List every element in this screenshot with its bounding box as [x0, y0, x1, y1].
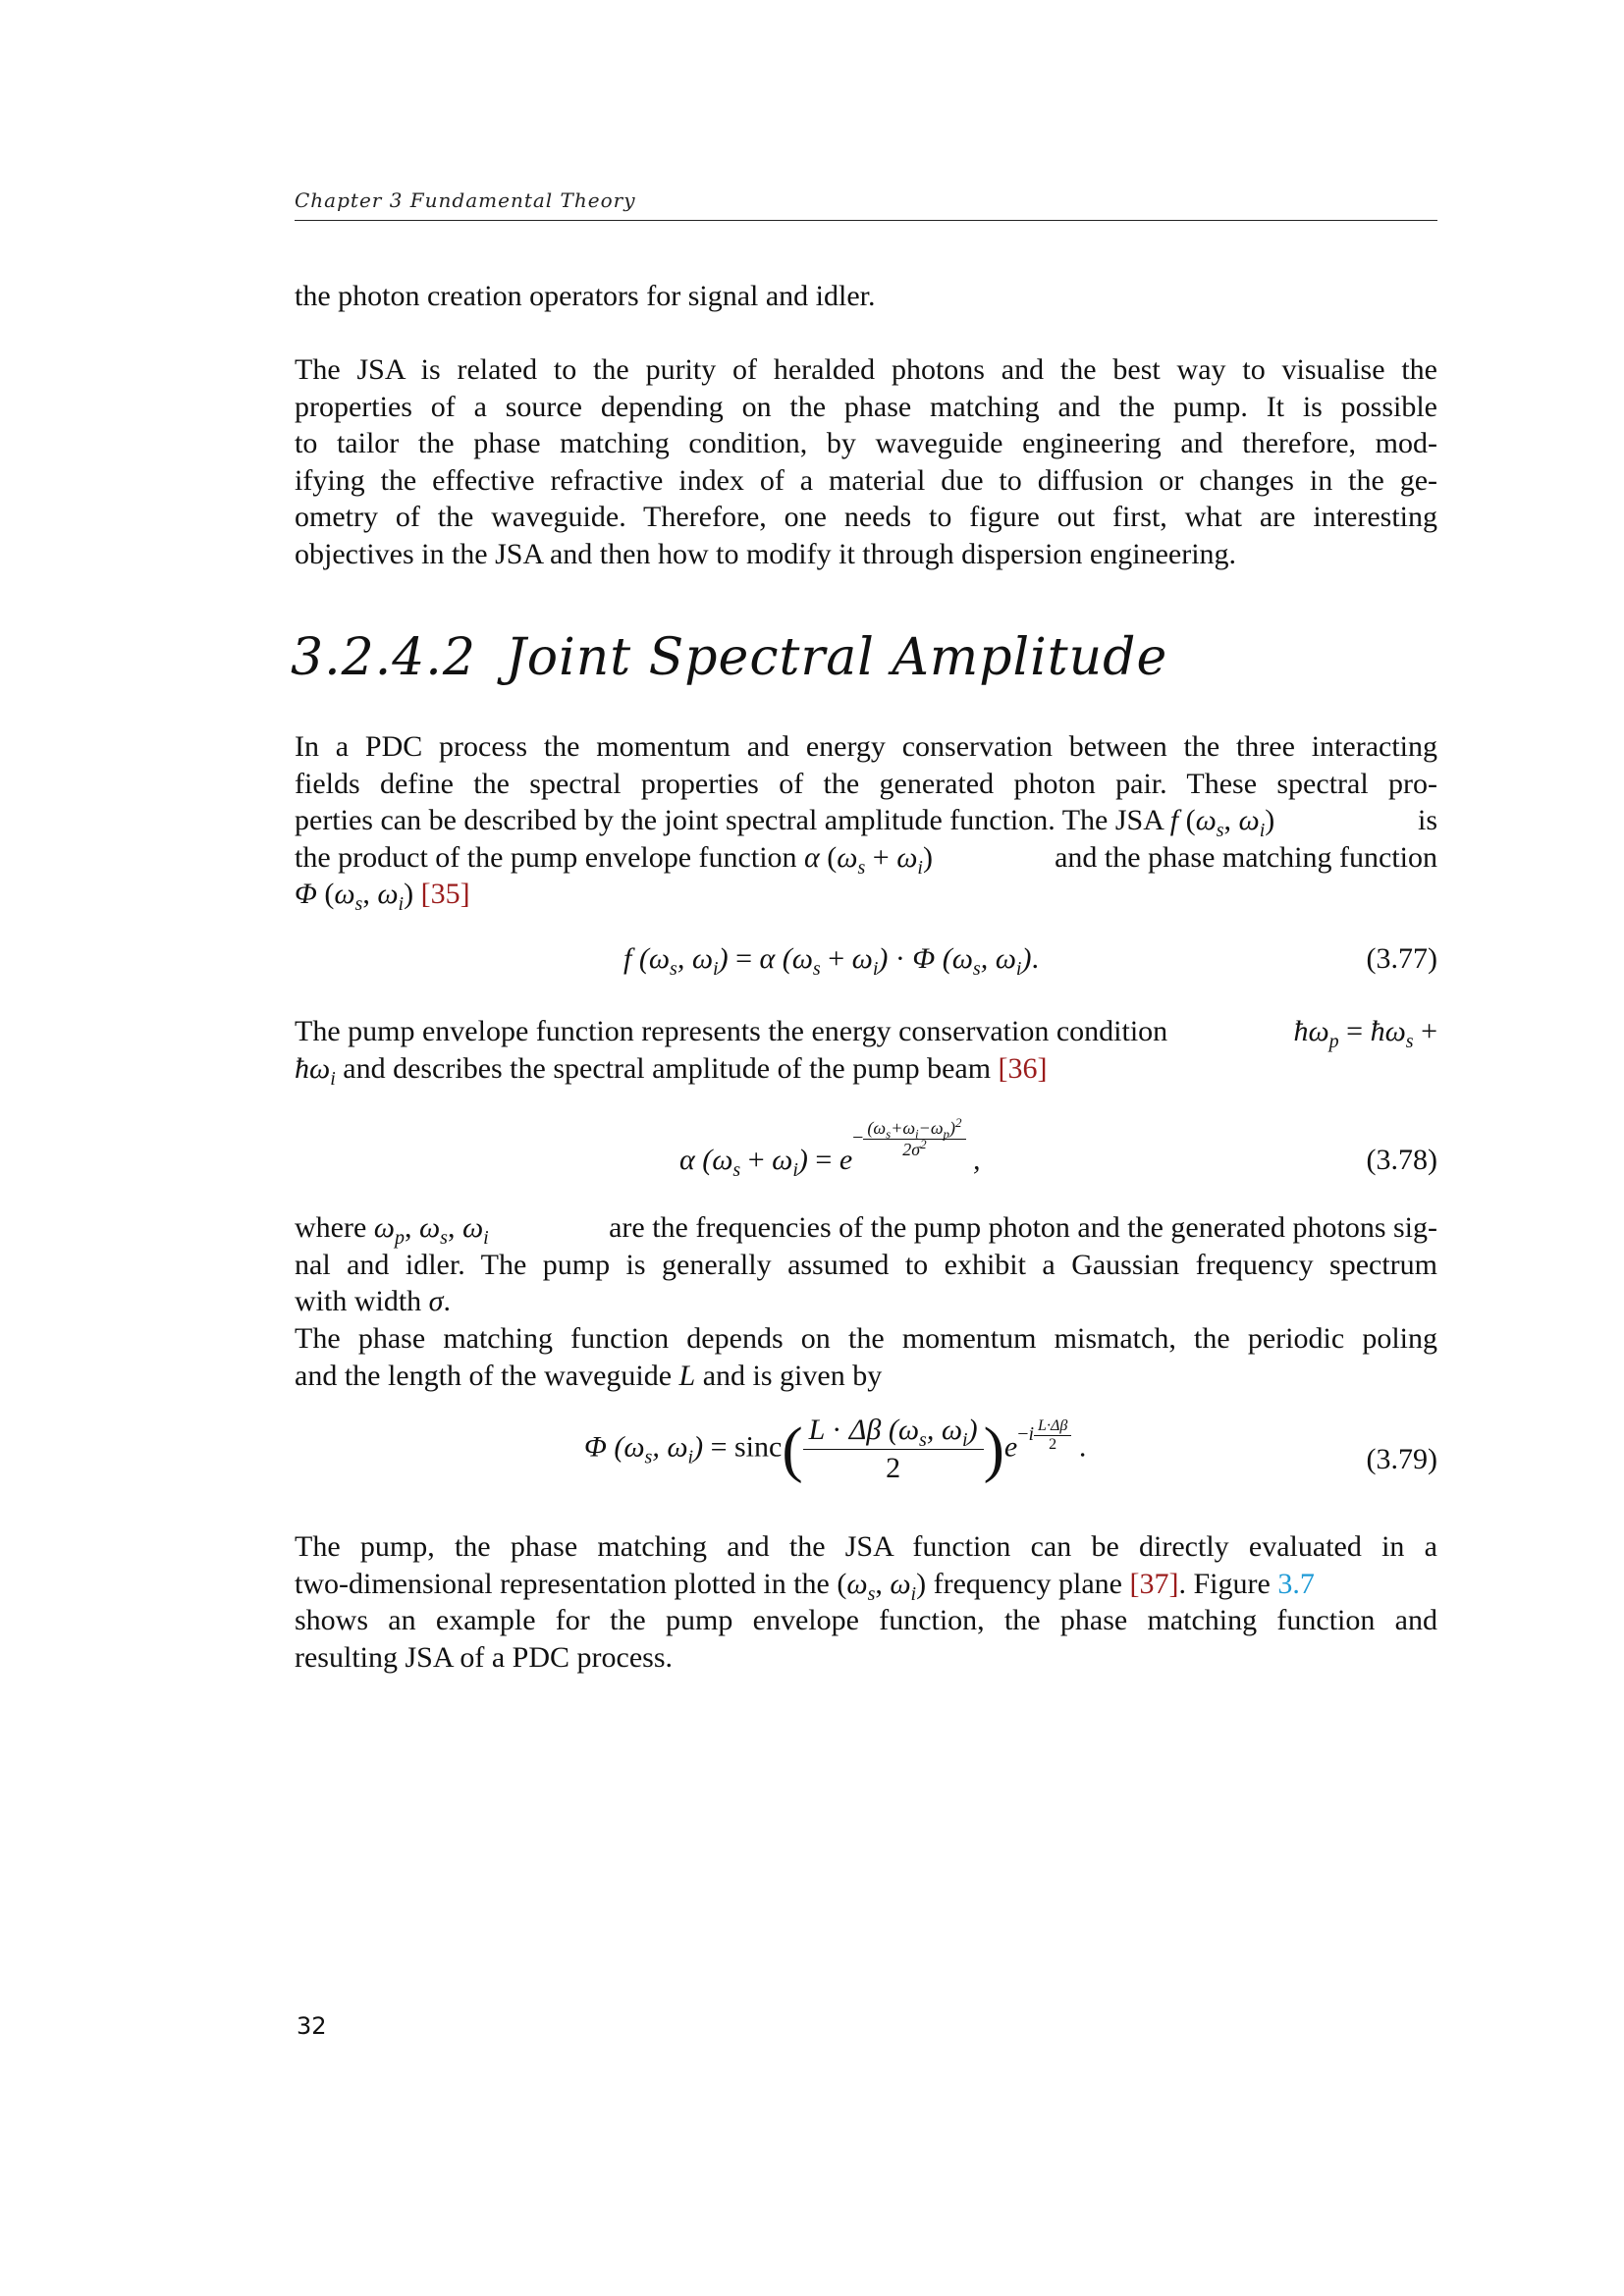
text-line: properties of a source depending on the phase matching and the pump. It is possible: [295, 390, 1437, 423]
text-line: The JSA is related to the purity of heralded photons and the best way to visualise the: [295, 353, 1437, 386]
text-span: and the length of the waveguide: [295, 1359, 673, 1392]
text-span: . Figure: [1178, 1567, 1271, 1600]
text-span: is: [1417, 804, 1437, 836]
header-rule: [295, 220, 1437, 221]
text-line: nal and idler. The pump is generally assumed to exhibit a Gaussian frequency spectrum: [295, 1248, 1437, 1281]
text-line: In a PDC process the momentum and energy conservation between the three interacting: [295, 730, 1437, 763]
citation-link[interactable]: [35]: [420, 878, 470, 910]
text-line: the photon creation operators for signal and idler.: [295, 280, 876, 312]
equation-number: (3.78): [1366, 1144, 1437, 1176]
section-title: Joint Spectral Amplitude: [505, 628, 1168, 687]
paragraph-5: [295, 1209, 1437, 1320]
text-line: two-dimensional representation plotted in the ($\omega_s$, $\omega_i$) frequency plane [37]. Figure 3.7: [295, 1567, 1315, 1605]
text-line: $ħ\omega_i$ and describes the spectral amplitude of the pump beam [36]: [295, 1051, 1048, 1090]
text-line: ometry of the waveguide. Therefore, one needs to figure out first, what are interesting: [295, 501, 1437, 533]
text-line: resulting JSA of a PDC process.: [295, 1640, 673, 1674]
text-line: where $\omega_p$, $\omega_s$, $\omega_i$ are the frequencies of the pump photon and the generated photons sig-: [295, 1211, 1437, 1249]
text-line: Φ ($\omega_s$, $\omega_i$) [35]: [295, 878, 470, 915]
text-line: The pump, the phase matching and the JSA function can be directly evaluated in a: [295, 1530, 1437, 1563]
running-head: Chapter 3 Fundamental Theory: [295, 188, 636, 212]
equation-number: (3.77): [1366, 942, 1437, 975]
text-line: The phase matching function depends on the momentum mismatch, the periodic poling: [295, 1322, 1437, 1355]
text-span: two-dimensional representation plotted in the: [295, 1567, 830, 1600]
paragraph-2: [295, 351, 1437, 572]
text-span: and describes the spectral amplitude of the pump beam: [343, 1051, 992, 1085]
text-span: are the frequencies of the pump photon and the generated photons sig-: [609, 1211, 1437, 1244]
paragraph-3: [295, 728, 1437, 913]
text-span: where: [295, 1211, 367, 1244]
text-line: to tailor the phase matching condition, by waveguide engineering and therefore, mod-: [295, 427, 1437, 459]
text-span: The pump envelope function represents the energy conservation condition: [295, 1015, 1168, 1047]
section-heading: [291, 628, 1167, 687]
equation-3-77: [295, 942, 1437, 1001]
text-line: shows an example for the pump envelope function, the phase matching function and: [295, 1604, 1437, 1636]
paragraph-4: [295, 1013, 1437, 1090]
text-span: the product of the pump envelope function: [295, 840, 797, 874]
text-span: perties can be described by the joint spectral amplitude function. The JSA: [295, 804, 1164, 836]
text-line: fields define the spectral properties of the generated photon pair. These spectral pro-: [295, 767, 1437, 800]
citation-link[interactable]: [37]: [1129, 1567, 1179, 1600]
text-line: the product of the pump envelope function α $(\omega_s + \omega_i)$ and the phase matching function: [295, 840, 1437, 879]
text-span: with width: [295, 1285, 422, 1317]
paragraph-6: [295, 1320, 1437, 1394]
equation-body: Φ ($\omega_s$, $\omega_i) = \sin c$( $\frac{L \cdot \Delta\beta (\omega_s, \omega_i)}{2}$ )$e^{-i \frac{L\cdot\Delta\beta}{2}}$ .: [584, 1414, 1087, 1484]
text-line: The pump envelope function represents the energy conservation condition $ħ\omega_p$ = $ħ\omega_s$ +: [295, 1015, 1437, 1052]
sinc-label: sinc: [733, 1430, 783, 1464]
page-number: 32: [297, 2012, 327, 2040]
text-line: ifying the effective refractive index of a material due to diffusion or changes in the ge-: [295, 463, 1437, 497]
text-span: frequency plane: [933, 1567, 1123, 1600]
equation-body: f ($\omega_s$, $\omega_i) = \alpha$ $(\omega_s + \omega_i) \cdot \Phi$ ($\omega_s$, $\omega_i$).: [623, 942, 1039, 980]
citation-link[interactable]: [36]: [998, 1051, 1048, 1085]
equation-number: (3.79): [1366, 1443, 1437, 1475]
text-line: and the length of the waveguide L and is given by: [295, 1359, 883, 1392]
text-span: and is given by: [702, 1359, 883, 1392]
figure-link[interactable]: 3.7: [1277, 1567, 1315, 1600]
text-line: perties can be described by the joint spectral amplitude function. The JSA f ($\omega_s$, $\omega_i$) is: [295, 804, 1437, 841]
equation-3-78: [295, 1115, 1437, 1198]
paragraph-1: [295, 278, 1437, 315]
paragraph-7: [295, 1528, 1437, 1676]
text-span: and the phase matching function: [1055, 840, 1437, 874]
equation-3-79: [295, 1414, 1437, 1512]
section-number: 3.2.4.2: [291, 628, 476, 687]
text-line: objectives in the JSA and then how to modify it through dispersion engineering.: [295, 537, 1237, 570]
equation-body: α $(\omega_s + \omega_i) = e^{- \frac{(\omega_s+\omega_i-\omega_p)^2}{2\sigma^2}}$ ,: [679, 1115, 981, 1182]
text-line: with width σ.: [295, 1285, 451, 1317]
